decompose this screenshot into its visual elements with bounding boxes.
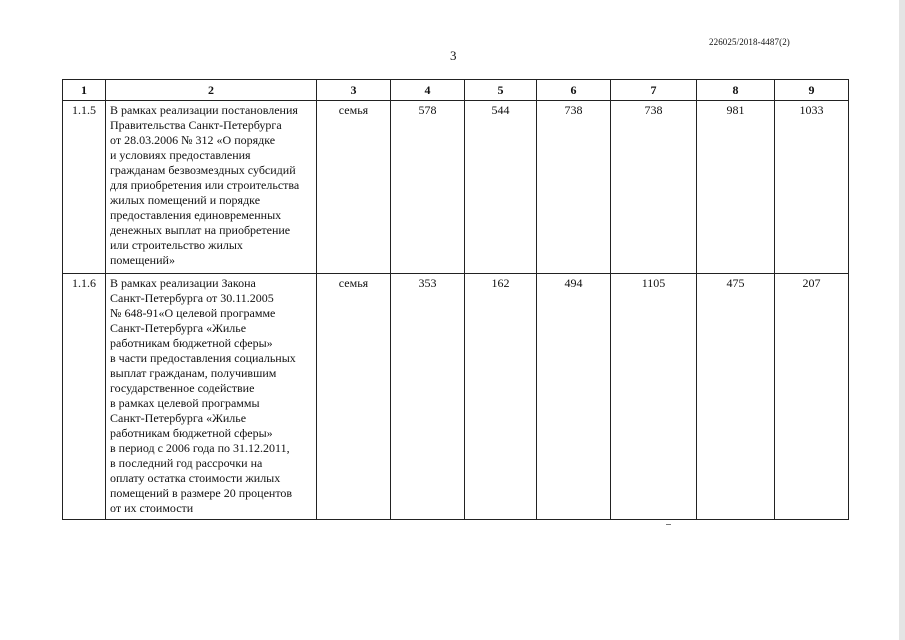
description-line: в последний год рассрочки на [110, 456, 263, 470]
document-registration-number: 226025/2018-4487(2) [709, 37, 790, 47]
description-line: и условиях предоставления [110, 148, 251, 162]
description-line: Санкт-Петербурга «Жилье [110, 321, 247, 335]
table-row [63, 101, 849, 274]
description-line: Санкт-Петербурга «Жилье [110, 411, 247, 425]
row-number: 1.1.6 [63, 274, 106, 520]
description-line: предоставления единовременных [110, 208, 282, 222]
description-line: государственное содействие [110, 381, 255, 395]
value-cell: 353 [391, 274, 465, 520]
description-line: гражданам безвозмездных субсидий [110, 163, 296, 177]
value-cell: 162 [465, 274, 537, 520]
description-line: выплат гражданам, получившим [110, 366, 277, 380]
value-cell: 738 [611, 101, 697, 274]
description-line: В рамках реализации постановления [110, 103, 298, 117]
column-header: 7 [611, 80, 697, 101]
value-cell: 1033 [775, 101, 849, 274]
value-cell: 207 [775, 274, 849, 520]
scan-speck [666, 524, 671, 525]
column-header: 6 [537, 80, 611, 101]
row-description [106, 101, 317, 274]
unit-cell: семья [317, 274, 391, 520]
value-cell: 578 [391, 101, 465, 274]
description-line: работникам бюджетной сферы» [110, 426, 273, 440]
value-cell: 475 [697, 274, 775, 520]
column-header: 4 [391, 80, 465, 101]
description-line: в части предоставления социальных [110, 351, 296, 365]
description-line: В рамках реализации Закона [110, 276, 256, 290]
column-header: 1 [63, 80, 106, 101]
column-header: 8 [697, 80, 775, 101]
table-header-row [63, 80, 849, 101]
description-line: помещений» [110, 253, 175, 267]
description-line: денежных выплат на приобретение [110, 223, 291, 237]
column-header: 5 [465, 80, 537, 101]
row-number: 1.1.5 [63, 101, 106, 274]
column-header: 2 [106, 80, 317, 101]
description-line: в период с 2006 года по 31.12.2011, [110, 441, 290, 455]
scan-page-edge [899, 0, 905, 640]
page-number: 3 [450, 48, 457, 63]
value-cell: 981 [697, 101, 775, 274]
description-line: жилых помещений и порядке [110, 193, 261, 207]
description-line: от 28.03.2006 № 312 «О порядке [110, 133, 276, 147]
description-line: Правительства Санкт-Петербурга [110, 118, 282, 132]
row-description [106, 274, 317, 520]
description-line: оплату остатка стоимости жилых [110, 471, 281, 485]
value-cell: 494 [537, 274, 611, 520]
description-line: работникам бюджетной сферы» [110, 336, 273, 350]
description-line: № 648-91«О целевой программе [110, 306, 276, 320]
value-cell: 738 [537, 101, 611, 274]
value-cell: 544 [465, 101, 537, 274]
description-line: в рамках целевой программы [110, 396, 260, 410]
description-line: или строительство жилых [110, 238, 243, 252]
column-header: 9 [775, 80, 849, 101]
description-line: помещений в размере 20 процентов [110, 486, 293, 500]
unit-cell: семья [317, 101, 391, 274]
value-cell: 1105 [611, 274, 697, 520]
table-row [63, 274, 849, 520]
description-line: от их стоимости [110, 501, 194, 515]
description-line: для приобретения или строительства [110, 178, 300, 192]
data-table [62, 79, 849, 520]
description-line: Санкт-Петербурга от 30.11.2005 [110, 291, 274, 305]
column-header: 3 [317, 80, 391, 101]
